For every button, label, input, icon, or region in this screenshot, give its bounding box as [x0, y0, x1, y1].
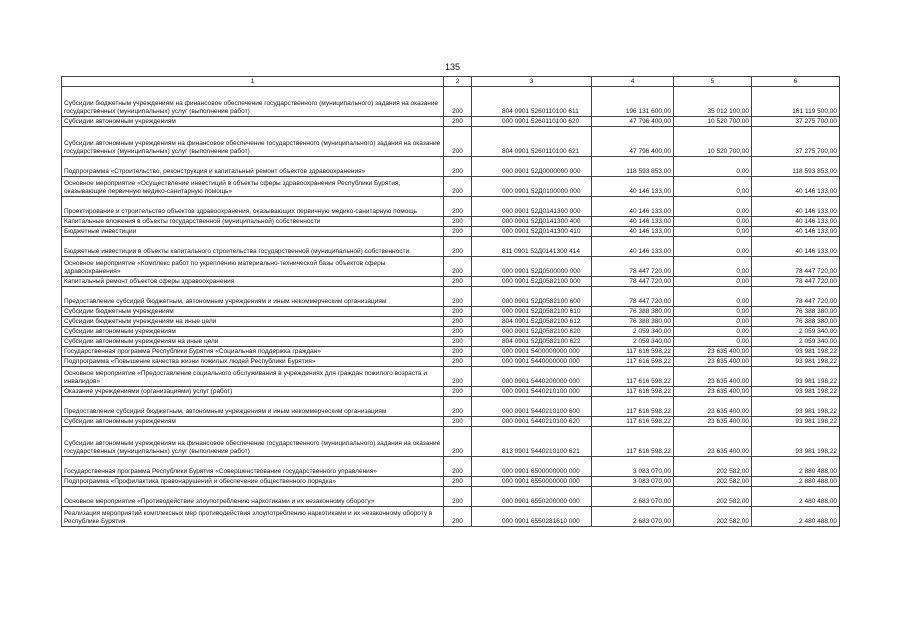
table-row: [62, 277, 840, 287]
row-value-6: 37 275 700,00: [752, 117, 840, 127]
table-row: [62, 457, 840, 477]
row-value-6: 40 146 133,00: [752, 217, 840, 227]
row-value-6: 40 146 133,00: [752, 197, 840, 217]
table-row: [62, 347, 840, 357]
row-code: 000 0901 52Д0000000 000: [472, 157, 592, 177]
row-value-6: 40 146 133,00: [752, 237, 840, 257]
row-value-6: 76 388 380,00: [752, 317, 840, 327]
budget-table: [61, 76, 840, 527]
row-name: Реализация мероприятий комплексных мер противодействия злоупотреблению наркотиками и их незаконному обороту в Республике Бурятия: [62, 507, 444, 527]
row-value-5: 0,00: [674, 277, 752, 287]
row-col2: 200: [444, 387, 472, 397]
row-code: 000 0901 52Д0582100 000: [472, 277, 592, 287]
table-row: [62, 117, 840, 127]
row-value-6: 78 447 720,00: [752, 287, 840, 307]
row-col2: 200: [444, 227, 472, 237]
row-name: Субсидии автономным учреждениям на иные цели: [62, 337, 444, 347]
row-value-5: 10 520 700,00: [674, 127, 752, 157]
table-row: [62, 217, 840, 227]
row-value-6: 2 480 488,00: [752, 487, 840, 507]
table-row: [62, 257, 840, 277]
row-col2: 200: [444, 277, 472, 287]
row-name: Субсидии автономным учреждениям: [62, 417, 444, 427]
row-value-4: 2 059 340,00: [592, 337, 674, 347]
row-value-4: 78 447 720,00: [592, 287, 674, 307]
row-code: 000 0901 6550000000 000: [472, 477, 592, 487]
row-col2: 200: [444, 457, 472, 477]
row-value-6: 93 981 198,22: [752, 427, 840, 457]
row-value-4: 78 447 720,00: [592, 277, 674, 287]
row-col2: 200: [444, 87, 472, 117]
row-code: 000 0901 5440210100 000: [472, 387, 592, 397]
row-value-5: 23 635 400,00: [674, 417, 752, 427]
row-value-6: 2 880 488,00: [752, 457, 840, 477]
table-body: [62, 87, 840, 527]
row-code: 804 0901 5260110100 611: [472, 87, 592, 117]
row-value-5: 202 582,00: [674, 477, 752, 487]
row-col2: 200: [444, 427, 472, 457]
row-value-5: 0,00: [674, 197, 752, 217]
row-value-6: 78 447 720,00: [752, 257, 840, 277]
row-name: Оказание учреждениями (организациями) услуг (работ): [62, 387, 444, 397]
row-value-5: 23 635 400,00: [674, 387, 752, 397]
row-code: 000 0901 5440000000 000: [472, 357, 592, 367]
row-col2: 200: [444, 367, 472, 387]
row-code: 000 0901 5440200000 000: [472, 367, 592, 387]
row-code: 000 0901 5440210100 600: [472, 397, 592, 417]
row-code: 000 0901 6550200000 000: [472, 487, 592, 507]
row-value-5: 23 635 400,00: [674, 347, 752, 357]
column-header: 6: [752, 77, 840, 87]
row-value-4: 78 447 720,00: [592, 257, 674, 277]
row-value-5: 202 582,00: [674, 457, 752, 477]
table-row: [62, 487, 840, 507]
row-value-4: 117 616 598,22: [592, 367, 674, 387]
row-code: 000 0901 6500000000 000: [472, 457, 592, 477]
row-value-4: 47 796 400,00: [592, 127, 674, 157]
row-name: Государственная программа Республики Бурятия «Социальная поддержка граждан»: [62, 347, 444, 357]
row-value-6: 93 981 198,22: [752, 357, 840, 367]
row-name: Подпрограмма «Повышение качества жизни пожилых людей Республики Бурятия»: [62, 357, 444, 367]
row-value-6: 93 981 198,22: [752, 387, 840, 397]
row-col2: 200: [444, 127, 472, 157]
row-name: Основное мероприятие «Предоставление социального обслуживания в учреждениях для граждан пожилого возраста и инвалидов»: [62, 367, 444, 387]
row-code: 000 0901 52Д0582100 620: [472, 327, 592, 337]
table-row: [62, 397, 840, 417]
row-value-4: 3 083 070,00: [592, 477, 674, 487]
row-value-5: 202 582,00: [674, 507, 752, 527]
row-code: 000 0901 6550281610 000: [472, 507, 592, 527]
row-value-5: 35 012 100,00: [674, 87, 752, 117]
table-row: [62, 197, 840, 217]
row-col2: 200: [444, 397, 472, 417]
column-header: 5: [674, 77, 752, 87]
row-value-6: 2 480 488,00: [752, 507, 840, 527]
column-header: 3: [472, 77, 592, 87]
row-name: Капитальный ремонт объектов сферы здравоохранения: [62, 277, 444, 287]
row-value-6: 2 880 488,00: [752, 477, 840, 487]
row-col2: 200: [444, 477, 472, 487]
row-name: Подпрограмма «Строительство, реконструкция и капитальный ремонт объектов здравоохранения»: [62, 157, 444, 177]
row-name: Субсидии бюджетным учреждениям: [62, 307, 444, 317]
row-value-6: 93 981 198,22: [752, 417, 840, 427]
table-row: [62, 387, 840, 397]
row-code: 000 0901 52Д0141300 410: [472, 227, 592, 237]
row-code: 000 0901 5260110100 620: [472, 117, 592, 127]
table-row: [62, 327, 840, 337]
row-value-6: 78 447 720,00: [752, 277, 840, 287]
row-value-6: 40 146 133,00: [752, 177, 840, 197]
row-value-5: 0,00: [674, 217, 752, 227]
row-value-4: 76 388 380,00: [592, 317, 674, 327]
row-code: 804 0901 52Д0582100 622: [472, 337, 592, 347]
row-code: 000 0901 52Д0500000 000: [472, 257, 592, 277]
row-value-4: 117 616 598,22: [592, 397, 674, 417]
table-row: [62, 157, 840, 177]
row-col2: 200: [444, 157, 472, 177]
row-name: Основное мероприятие «Противодействие злоупотреблению наркотиками и их незаконному обороту»: [62, 487, 444, 507]
row-value-6: 2 059 340,00: [752, 327, 840, 337]
row-col2: 200: [444, 197, 472, 217]
row-code: 000 0901 52Д0100000 000: [472, 177, 592, 197]
row-name: Субсидии автономным учреждениям: [62, 117, 444, 127]
row-value-4: 117 616 598,22: [592, 347, 674, 357]
row-value-5: 23 635 400,00: [674, 427, 752, 457]
row-value-4: 117 616 598,22: [592, 427, 674, 457]
row-value-6: 118 593 853,00: [752, 157, 840, 177]
row-code: 000 0901 5400000000 000: [472, 347, 592, 357]
row-value-4: 3 083 070,00: [592, 457, 674, 477]
row-value-4: 2 683 070,00: [592, 487, 674, 507]
table-row: [62, 177, 840, 197]
row-col2: 200: [444, 507, 472, 527]
table-row: [62, 337, 840, 347]
row-code: 813 0901 5440210100 621: [472, 427, 592, 457]
row-value-5: 0,00: [674, 227, 752, 237]
row-value-4: 196 131 600,00: [592, 87, 674, 117]
row-value-6: 161 119 500,00: [752, 87, 840, 117]
row-value-4: 40 146 133,00: [592, 197, 674, 217]
row-value-5: 0,00: [674, 337, 752, 347]
table-row: [62, 317, 840, 327]
row-value-5: 0,00: [674, 237, 752, 257]
row-col2: 200: [444, 327, 472, 337]
row-col2: 200: [444, 217, 472, 227]
table-row: [62, 237, 840, 257]
table-row: [62, 127, 840, 157]
row-value-5: 10 520 700,00: [674, 117, 752, 127]
row-value-6: 2 059 340,00: [752, 337, 840, 347]
row-col2: 200: [444, 257, 472, 277]
row-value-4: 40 146 133,00: [592, 177, 674, 197]
row-value-6: 93 981 198,22: [752, 367, 840, 387]
column-header: 1: [62, 77, 444, 87]
row-value-4: 2 683 070,00: [592, 507, 674, 527]
row-value-5: 0,00: [674, 287, 752, 307]
row-value-5: 0,00: [674, 177, 752, 197]
row-name: Субсидии бюджетным учреждениям на финансовое обеспечение государственного (муниципального) задания на оказание государственных (муниципальных) услуг (выполнение работ): [62, 87, 444, 117]
row-name: Субсидии автономным учреждениям на финансовое обеспечение государственного (муниципального) задания на оказание государственных (муниципальных) услуг (выполнение работ): [62, 427, 444, 457]
row-col2: 200: [444, 117, 472, 127]
row-name: Проектирование и строительство объектов здравоохранения, оказывающих первичную медико-санитарную помощь: [62, 197, 444, 217]
table-row: [62, 227, 840, 237]
row-value-4: 117 616 598,22: [592, 417, 674, 427]
row-name: Государственная программа Республики Бурятия «Совершенствование государственного управления»: [62, 457, 444, 477]
row-name: Предоставление субсидий бюджетным, автономным учреждениям и иным некоммерческим организациям: [62, 397, 444, 417]
row-col2: 200: [444, 357, 472, 367]
row-value-4: 117 616 598,22: [592, 357, 674, 367]
row-code: 804 0901 5260110100 621: [472, 127, 592, 157]
row-code: 000 0901 52Д0141300 000: [472, 197, 592, 217]
row-col2: 200: [444, 347, 472, 357]
column-header: 4: [592, 77, 674, 87]
row-col2: 200: [444, 307, 472, 317]
row-name: Подпрограмма «Профилактика правонарушений и обеспечение общественного порядка»: [62, 477, 444, 487]
row-name: Основное мероприятие «Комплекс работ по укреплению материально-технической базы объектов сферы здравоохранения»: [62, 257, 444, 277]
row-value-6: 93 981 198,22: [752, 397, 840, 417]
row-value-4: 76 388 380,00: [592, 307, 674, 317]
row-name: Субсидии бюджетным учреждениям на иные цели: [62, 317, 444, 327]
row-name: Субсидии автономным учреждениям на финансовое обеспечение государственного (муниципального) задания на оказание государственных (муниципальных) услуг (выполнение работ): [62, 127, 444, 157]
row-value-4: 118 593 853,00: [592, 157, 674, 177]
row-code: 000 0901 52Д0582100 600: [472, 287, 592, 307]
row-value-5: 23 635 400,00: [674, 357, 752, 367]
row-value-5: 0,00: [674, 257, 752, 277]
table-row: [62, 477, 840, 487]
table-row: [62, 367, 840, 387]
table-row: [62, 87, 840, 117]
table-row: [62, 427, 840, 457]
row-value-5: 0,00: [674, 327, 752, 337]
row-value-5: 0,00: [674, 307, 752, 317]
row-value-4: 40 146 133,00: [592, 227, 674, 237]
row-col2: 200: [444, 417, 472, 427]
table-header-row: [62, 77, 840, 87]
row-name: Предоставление субсидий бюджетным, автономным учреждениям и иным некоммерческим организациям: [62, 287, 444, 307]
row-value-5: 23 635 400,00: [674, 397, 752, 417]
table-row: [62, 507, 840, 527]
row-value-5: 202 582,00: [674, 487, 752, 507]
row-name: Бюджетные инвестиции в объекты капитального строительства государственной (муниципальной) собственности: [62, 237, 444, 257]
row-name: Капитальные вложения в объекты государственной (муниципальной) собственности: [62, 217, 444, 227]
row-value-4: 47 796 400,00: [592, 117, 674, 127]
row-code: 811 0901 52Д0141300 414: [472, 237, 592, 257]
row-value-6: 93 981 198,22: [752, 347, 840, 357]
row-value-4: 40 146 133,00: [592, 237, 674, 257]
row-col2: 200: [444, 177, 472, 197]
table-row: [62, 417, 840, 427]
row-value-6: 40 146 133,00: [752, 227, 840, 237]
row-value-6: 37 275 700,00: [752, 127, 840, 157]
row-value-6: 76 388 380,00: [752, 307, 840, 317]
row-col2: 200: [444, 237, 472, 257]
row-code: 000 0901 52Д0141300 400: [472, 217, 592, 227]
row-code: 000 0901 52Д0582100 610: [472, 307, 592, 317]
row-col2: 200: [444, 337, 472, 347]
row-name: Основное мероприятие «Осуществление инвестиций в объекты сферы здравоохранения Республики Бурятия, оказывающие первичную медико-санитарную помощь»: [62, 177, 444, 197]
table-row: [62, 287, 840, 307]
row-name: Субсидии автономным учреждениям: [62, 327, 444, 337]
row-code: 804 0901 52Д0582100 612: [472, 317, 592, 327]
table-row: [62, 357, 840, 367]
row-value-4: 40 146 133,00: [592, 217, 674, 227]
row-col2: 200: [444, 487, 472, 507]
row-code: 000 0901 5440210100 620: [472, 417, 592, 427]
column-header: 2: [444, 77, 472, 87]
row-value-5: 0,00: [674, 157, 752, 177]
row-col2: 200: [444, 317, 472, 327]
row-col2: 200: [444, 287, 472, 307]
row-name: Бюджетные инвестиции: [62, 227, 444, 237]
row-value-5: 0,00: [674, 317, 752, 327]
row-value-4: 117 616 598,22: [592, 387, 674, 397]
page-number: 135: [444, 62, 461, 72]
row-value-5: 23 635 400,00: [674, 367, 752, 387]
table-row: [62, 307, 840, 317]
row-value-4: 2 059 340,00: [592, 327, 674, 337]
